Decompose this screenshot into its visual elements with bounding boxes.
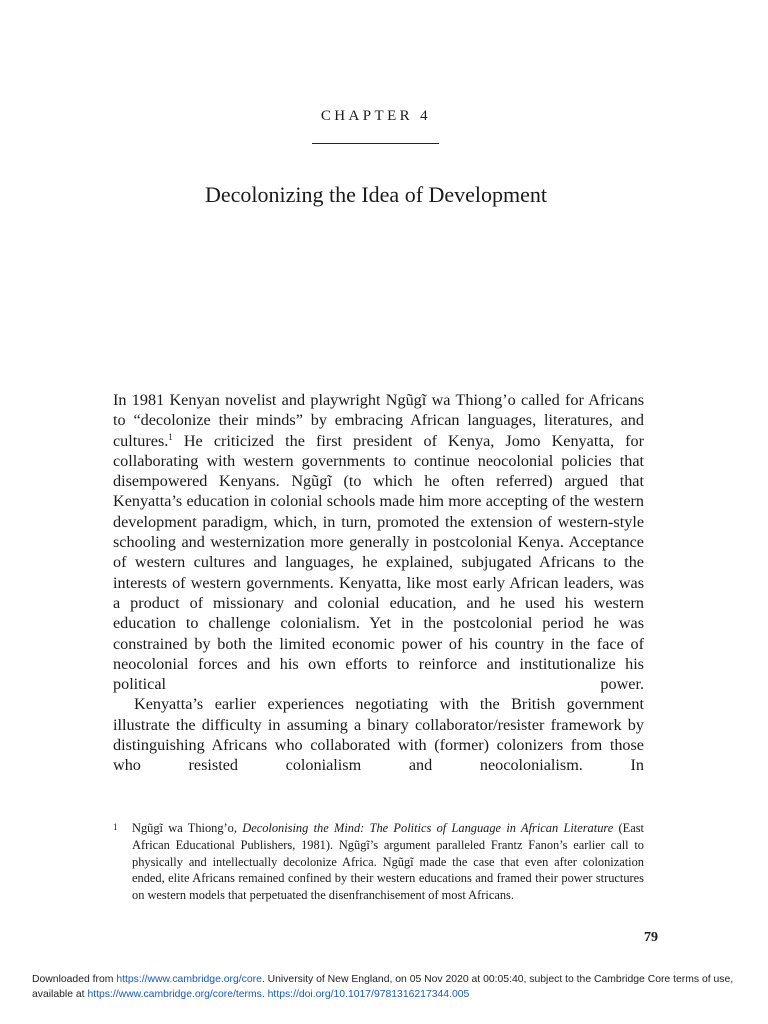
- paragraph-2: Kenyatta’s earlier experiences negotiating with the British government illustrate the difficulty in assuming a binary collaborator/resister framework by distinguishing Africans who collaborated with (former) colonizers from those who resisted colonialism and neocolonialism. In: [113, 695, 644, 775]
- body-text: [113, 390, 644, 776]
- footnote-text: [132, 820, 644, 904]
- download-dot: .: [261, 988, 268, 1000]
- paragraph-1: [113, 390, 644, 694]
- download-prefix: Downloaded from: [32, 974, 117, 985]
- download-middle: . University of New England, on 05 Nov 2020 at 00:05:40, subject to the Cambridge Core terms of use, available at: [32, 974, 734, 1000]
- paragraph-1-start: In 1981 Kenyan novelist and playwright Ngũgĩ wa Thiong’o called for Africans to “decolonize their minds” by embracing African languages, literatures, and cultures.: [113, 391, 644, 450]
- footnote-reference[interactable]: 1: [168, 431, 173, 442]
- doi-link[interactable]: https://doi.org/10.1017/9781316217344.005: [267, 988, 470, 1000]
- chapter-title: Decolonizing the Idea of Development: [204, 182, 548, 207]
- chapter-rule: [312, 143, 439, 144]
- chapter-label: CHAPTER 4: [320, 108, 432, 124]
- footnote-mark: 1: [113, 822, 118, 832]
- terms-link[interactable]: https://www.cambridge.org/core/terms: [87, 988, 262, 1000]
- paragraph-1-rest: He criticized the first president of Kenya, Jomo Kenyatta, for collaborating with western governments to continue neocolonial policies that disempowered Kenyans. Ngũgĩ (to which he often referred) argued that Kenyatta’s education in colonial schools made him more accepting of the western development paradigm, which, in turn, promoted the extension of western-style schooling and westernization more generally in postcolonial Kenya. Acceptance of western cultures and languages, he explained, subjugated Africans to the interests of western governments. Kenyatta, like most early African leaders, was a product of missionary and colonial education, and he used his western education to challenge colonialism. Yet in the postcolonial period he was constrained by both the limited economic power of his country in the face of neocolonial forces and his own efforts to reinforce and institutionalize his political power.: [113, 431, 644, 694]
- download-note: [32, 973, 742, 1002]
- cambridge-core-link[interactable]: https://www.cambridge.org/core: [116, 974, 262, 985]
- footnote-rest: (East African Educational Publishers, 1981). Ngũgĩ’s argument paralleled Frantz Fanon’s earlier call to physically and intellectually decolonize Africa. Ngũgĩ made the case that even after colonization ended, elite Africans remained confined by their western educations and framed their power structures on western models that perpetuated the disenfranchisement of most Africans.: [132, 821, 644, 903]
- footnote-book-title: Decolonising the Mind: The Politics of Language in African Literature: [242, 821, 614, 835]
- page-number: 79: [644, 930, 658, 945]
- footnote-author: Ngũgĩ wa Thiong’o,: [132, 821, 243, 835]
- footnote: [113, 820, 644, 904]
